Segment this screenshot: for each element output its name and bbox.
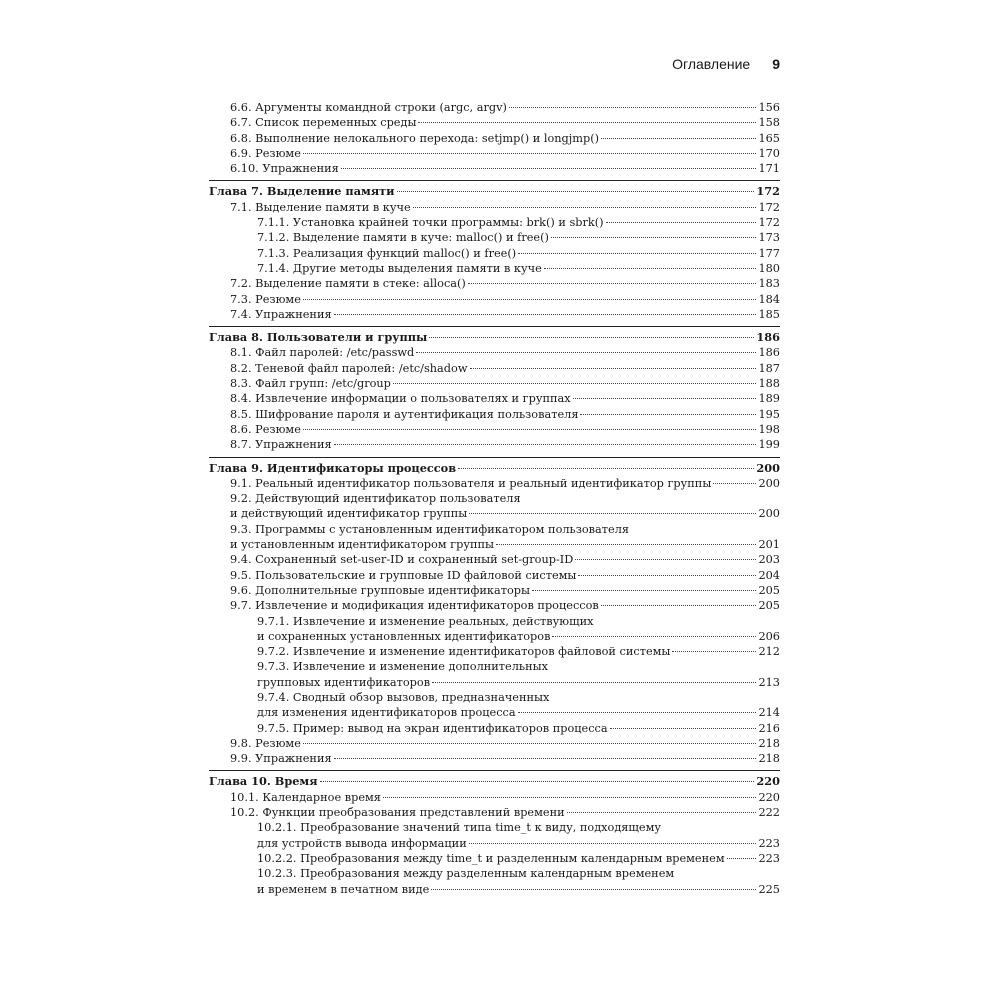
toc-chapter[interactable] (209, 184, 780, 199)
toc-entry-title: для устройств вывода информации (257, 836, 467, 850)
toc-entry-title: 10.2. Функции преобразования представлений времени (230, 806, 565, 820)
toc-entry-line: 10.2.3. Преобразования между разделенным календарным временем (257, 867, 675, 881)
toc-entry-line: 9.7.4. Сводный обзор вызовов, предназначенных (257, 690, 550, 704)
dot-leader (551, 237, 757, 238)
toc-entry-title: 8.1. Файл паролей: /etc/passwd (230, 346, 415, 360)
toc-entry-title: 9.4. Сохраненный set-user-ID и сохраненный set-group-ID (230, 553, 574, 567)
dot-leader (544, 268, 757, 269)
toc-page-number: 220 (758, 790, 780, 804)
toc-entry[interactable] (209, 721, 780, 736)
toc-entry[interactable] (209, 644, 780, 659)
toc-entry[interactable] (209, 391, 780, 406)
dot-leader (334, 758, 757, 759)
dot-leader (469, 843, 757, 844)
dot-leader (573, 398, 757, 399)
toc-entry[interactable] (209, 437, 780, 452)
toc-entry[interactable] (209, 131, 780, 146)
toc-entry-title: 7.1.1. Установка крайней точки программы: brk() и sbrk() (257, 216, 604, 230)
toc-entry[interactable] (209, 407, 780, 422)
dot-leader (341, 168, 757, 169)
toc-page-number: 195 (758, 407, 780, 421)
toc-page-number: 199 (758, 438, 780, 452)
toc-entry-title: 9.7.2. Извлечение и изменение идентификаторов файловой системы (257, 645, 671, 659)
toc-page-number: 225 (758, 882, 780, 896)
toc-page-number: 212 (758, 645, 780, 659)
toc-page-number: 223 (758, 836, 780, 850)
toc-page-number: 200 (758, 507, 780, 521)
dot-leader (469, 513, 756, 514)
toc-entry-line: 9.7.3. Извлечение и изменение дополнительных (257, 660, 548, 674)
toc-page-number: 200 (758, 476, 780, 490)
dot-leader (532, 590, 756, 591)
toc-entry[interactable] (209, 376, 780, 391)
toc-page-number: 218 (758, 752, 780, 766)
dot-leader (672, 651, 756, 652)
toc-page-number: 186 (758, 346, 780, 360)
toc-entry[interactable] (209, 361, 780, 376)
toc-entry[interactable] (209, 629, 780, 644)
toc-chapter[interactable] (209, 330, 780, 345)
toc-entry-title: и временем в печатном виде (257, 882, 430, 896)
toc-page-number: 218 (758, 736, 780, 750)
toc-entry[interactable] (209, 568, 780, 583)
toc-entry[interactable] (209, 790, 780, 805)
toc-entry-title: 7.1. Выделение памяти в куче (230, 200, 411, 214)
dot-leader (303, 299, 757, 300)
dot-leader (601, 138, 756, 139)
toc-entry[interactable] (209, 345, 780, 360)
toc-page-number: 203 (758, 553, 780, 567)
toc-entry-title: 8.5. Шифрование пароля и аутентификация пользователя (230, 407, 579, 421)
toc-page-number: 183 (758, 277, 780, 291)
toc-page-number: 185 (758, 307, 780, 321)
toc-page-number: 156 (758, 101, 780, 114)
dot-leader (431, 889, 756, 890)
dot-leader (413, 207, 757, 208)
toc-entry-title: и установленным идентификатором группы (230, 538, 495, 552)
toc-entry[interactable] (209, 598, 780, 613)
dot-leader (429, 337, 754, 338)
dot-leader (610, 728, 757, 729)
dot-leader (552, 636, 756, 637)
toc-entry[interactable] (209, 146, 780, 161)
dot-leader (601, 605, 757, 606)
toc-entry-line: 9.2. Действующий идентификатор пользователя (230, 492, 521, 506)
toc-entry[interactable] (209, 100, 780, 115)
toc-entry-title: Глава 8. Пользователи и группы (209, 330, 428, 345)
toc-page-number: 170 (758, 146, 780, 160)
toc-page-number: 214 (758, 706, 780, 720)
toc-entry-title: 8.3. Файл групп: /etc/group (230, 377, 391, 391)
toc-entry[interactable] (209, 261, 780, 276)
dot-leader (470, 368, 757, 369)
toc-entry[interactable] (209, 675, 780, 690)
toc-page-number: 205 (758, 583, 780, 597)
toc-page-number: 223 (758, 851, 780, 865)
toc-entry-title: 8.2. Теневой файл паролей: /etc/shadow (230, 361, 468, 375)
toc-entry-title: 6.9. Резюме (230, 146, 301, 160)
toc-entry[interactable] (209, 736, 780, 751)
toc-chapter[interactable] (209, 461, 780, 476)
toc-entry-title: для изменения идентификаторов процесса (257, 706, 516, 720)
toc-entry-title: 9.1. Реальный идентификатор пользователя и реальный идентификатор группы (230, 476, 712, 490)
toc-page-number: 172 (758, 200, 780, 214)
toc-page-number: 200 (756, 460, 780, 475)
toc-entry-title: 9.5. Пользовательские и групповые ID файловой системы (230, 568, 577, 582)
toc-entry-title: 7.1.4. Другие методы выделения памяти в куче (257, 261, 542, 275)
toc-entry-title: 8.6. Резюме (230, 422, 301, 436)
toc-entry[interactable] (209, 200, 780, 215)
dot-leader (383, 797, 757, 798)
toc-entry[interactable] (209, 506, 780, 521)
toc-page-number: 189 (758, 392, 780, 406)
toc-entry-title: 6.6. Аргументы командной строки (argc, argv) (230, 101, 507, 114)
toc-page-number: 206 (758, 629, 780, 643)
chapter-rule (209, 457, 780, 458)
toc-entry-title: 6.7. Список переменных среды (230, 116, 417, 130)
toc-entry[interactable] (209, 422, 780, 437)
chapter-rule (209, 770, 780, 771)
toc-entry[interactable] (209, 552, 780, 567)
dot-leader (496, 544, 756, 545)
dot-leader (432, 682, 756, 683)
table-of-contents (209, 100, 780, 897)
toc-entry-line: 9.7.1. Извлечение и изменение реальных, действующих (257, 614, 594, 628)
toc-page-number: 187 (758, 361, 780, 375)
toc-entry-title: 7.2. Выделение памяти в стеке: alloca() (230, 277, 466, 291)
toc-entry-title: Глава 9. Идентификаторы процессов (209, 460, 457, 475)
chapter-rule (209, 326, 780, 327)
dot-leader (578, 575, 756, 576)
toc-entry[interactable] (209, 276, 780, 291)
dot-leader (303, 153, 757, 154)
toc-entry[interactable] (209, 246, 780, 261)
page-number: 9 (772, 56, 780, 72)
toc-page-number: 213 (758, 675, 780, 689)
toc-entry-title: групповых идентификаторов (257, 675, 431, 689)
toc-entry[interactable] (209, 115, 780, 130)
toc-entry-title: 9.8. Резюме (230, 736, 301, 750)
toc-page-number: 205 (758, 599, 780, 613)
header-title: Оглавление (672, 56, 751, 72)
toc-entry[interactable] (209, 161, 780, 176)
dot-leader (303, 743, 757, 744)
toc-entry-title: 10.2.2. Преобразования между time_t и разделенным календарным временем (257, 851, 725, 865)
toc-page-number: 158 (758, 116, 780, 130)
toc-entry-title: 6.10. Упражнения (230, 162, 339, 176)
dot-leader (518, 712, 757, 713)
dot-leader (393, 383, 757, 384)
toc-entry[interactable] (209, 805, 780, 820)
dot-leader (334, 314, 757, 315)
toc-entry-title: 8.7. Упражнения (230, 438, 332, 452)
toc-page-number: 198 (758, 422, 780, 436)
dot-leader (727, 858, 757, 859)
toc-entry[interactable] (209, 537, 780, 552)
dot-leader (580, 414, 756, 415)
dot-leader (320, 781, 755, 782)
toc-page-number: 204 (758, 568, 780, 582)
toc-page-number: 165 (758, 131, 780, 145)
toc-entry[interactable] (209, 583, 780, 598)
dot-leader (397, 191, 755, 192)
dot-leader (509, 107, 757, 108)
toc-entry[interactable] (209, 215, 780, 230)
toc-entry[interactable] (209, 705, 780, 720)
toc-entry-title: 10.1. Календарное время (230, 790, 381, 804)
dot-leader (418, 122, 756, 123)
toc-entry[interactable] (209, 751, 780, 766)
toc-entry[interactable] (209, 882, 780, 897)
dot-leader (575, 559, 756, 560)
toc-entry-title: 9.6. Дополнительные групповые идентификаторы (230, 583, 530, 597)
toc-entry[interactable] (209, 230, 780, 245)
toc-entry-title: 7.3. Резюме (230, 292, 301, 306)
toc-entry-title: 7.4. Упражнения (230, 307, 332, 321)
toc-entry-title: Глава 7. Выделение памяти (209, 184, 395, 199)
dot-leader (416, 352, 756, 353)
toc-entry-title: 9.7. Извлечение и модификация идентификаторов процессов (230, 599, 599, 613)
toc-entry-line: 9.3. Программы с установленным идентификатором пользователя (230, 522, 629, 536)
toc-page-number: 201 (758, 538, 780, 552)
running-header (672, 56, 780, 72)
toc-chapter[interactable] (209, 774, 780, 789)
toc-entry-title: 7.1.3. Реализация функций malloc() и free() (257, 246, 517, 260)
toc-entry[interactable] (209, 292, 780, 307)
toc-page-number: 184 (758, 292, 780, 306)
toc-entry-title: 8.4. Извлечение информации о пользователях и группах (230, 392, 571, 406)
dot-leader (518, 253, 756, 254)
dot-leader (606, 222, 757, 223)
toc-entry-line: 10.2.1. Преобразование значений типа time_t к виду, подходящему (257, 821, 662, 835)
toc-page-number: 188 (758, 377, 780, 391)
toc-entry-title: 9.9. Упражнения (230, 752, 332, 766)
toc-entry[interactable] (209, 836, 780, 851)
toc-entry[interactable] (209, 851, 780, 866)
dot-leader (334, 444, 757, 445)
toc-entry[interactable] (209, 307, 780, 322)
toc-entry-title: и сохраненных установленных идентификаторов (257, 629, 551, 643)
toc-page-number: 172 (756, 184, 780, 199)
toc-page-number: 220 (756, 774, 780, 789)
toc-entry-title: 9.7.5. Пример: вывод на экран идентификаторов процесса (257, 721, 608, 735)
toc-entry[interactable] (209, 476, 780, 491)
dot-leader (468, 283, 757, 284)
toc-page-number: 177 (758, 246, 780, 260)
toc-page-number: 216 (758, 721, 780, 735)
toc-entry-title: и действующий идентификатор группы (230, 507, 468, 521)
toc-page-number: 180 (758, 261, 780, 275)
toc-entry-title: 7.1.2. Выделение памяти в куче: malloc() и free() (257, 231, 549, 245)
toc-page-number: 172 (758, 216, 780, 230)
dot-leader (567, 812, 757, 813)
toc-page-number: 222 (758, 806, 780, 820)
toc-page-number: 171 (758, 162, 780, 176)
toc-page-number: 173 (758, 231, 780, 245)
dot-leader (303, 429, 757, 430)
dot-leader (713, 483, 756, 484)
toc-entry-title: 6.8. Выполнение нелокального перехода: setjmp() и longjmp() (230, 131, 600, 145)
toc-entry-title: Глава 10. Время (209, 774, 318, 789)
toc-page-number: 186 (756, 330, 780, 345)
dot-leader (458, 468, 754, 469)
chapter-rule (209, 180, 780, 181)
